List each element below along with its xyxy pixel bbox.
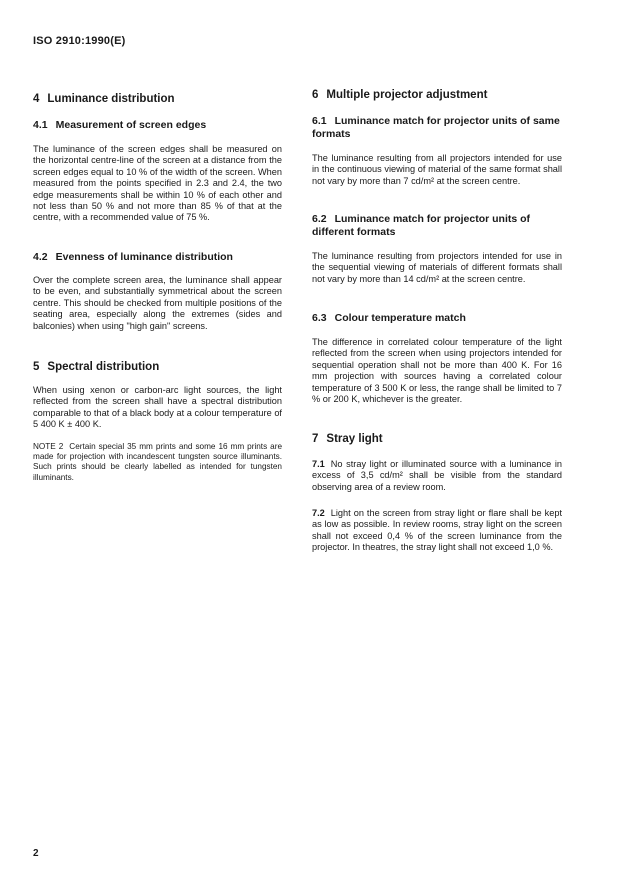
section-7-2-paragraph: 7.2 Light on the screen from stray light or flare shall be kept as low as possible. In review rooms, stray light on the screen shall not exceed 0,4 % of the screen luminance from the projector. In theatres, the stray light shall not exceed 1,0 %. — [312, 508, 562, 553]
section-4-heading: 4 Luminance distribution — [33, 93, 175, 105]
section-6-3-heading: 6.3 Colour temperature match — [312, 312, 466, 324]
standard-designation: ISO 2910:1990(E) — [33, 35, 126, 47]
section-4-1-paragraph: The luminance of the screen edges shall be measured on the horizontal centre-line of the screen at a distance from the screen edges equal to 10 % of the width of the screen. When measured from the points specified in 2.3 and 2.4, the two edge measurements shall be within 10 % of each other and not less than 50 % and not more than 85 % of that at the centre, with a recommended value of 75 %. — [33, 144, 282, 223]
section-6-2-heading: 6.2 Luminance match for projector units of different formats — [312, 213, 531, 238]
section-6-1-heading: 6.1 Luminance match for projector units of same formats — [312, 115, 560, 140]
section-6-heading: 6 Multiple projector adjustment — [312, 89, 488, 101]
section-7-1-paragraph: 7.1 No stray light or illuminated source with a luminance in excess of 3,5 cd/m² shall be visible from the standard observing area of a review room. — [312, 459, 562, 492]
section-4-2-heading: 4.2 Evenness of luminance distribution — [33, 251, 233, 263]
section-6-3-paragraph: The difference in correlated colour temperature of the light reflected from the screen when using projectors intended for sequential operation shall not be more than 400 K. For 16 mm projection with sources having a correlated colour temperature of 3 500 K or less, the range shall be limited to 7 % or 200 K, whichever is the greater. — [312, 337, 562, 405]
section-4-1-heading: 4.1 Measurement of screen edges — [33, 119, 207, 131]
section-6-2-paragraph: The luminance resulting from projectors intended for use in the sequential viewing of materials of different formats shall not vary by more than 14 cd/m² at the screen centre. — [312, 251, 562, 284]
section-5-paragraph: When using xenon or carbon-arc light sources, the light reflected from the screen shall have a spectral distribution comparable to that of a black body at a colour temperature of 5 400 K ± 400 K. — [33, 385, 282, 430]
section-4-2-paragraph: Over the complete screen area, the luminance shall appear to be even, and substantially symmetrical about the screen centre. This should be checked from multiple positions of the seating area, especially along the extremes (sides and balconies) when using "high gain" screens. — [33, 275, 282, 331]
section-5-heading: 5 Spectral distribution — [33, 361, 160, 373]
note-2: NOTE 2 Certain special 35 mm prints and some 16 mm prints are made for projection with incandescent tungsten source illuminants. Such prints should be clearly labelled as intended for tungsten illuminants. — [33, 442, 282, 482]
page-number: 2 — [33, 848, 39, 859]
section-6-1-paragraph: The luminance resulting from all projectors intended for use in the continuous viewing of material of the same format shall not vary by more than 7 cd/m² at the screen centre. — [312, 153, 562, 186]
section-7-heading: 7 Stray light — [312, 433, 383, 445]
